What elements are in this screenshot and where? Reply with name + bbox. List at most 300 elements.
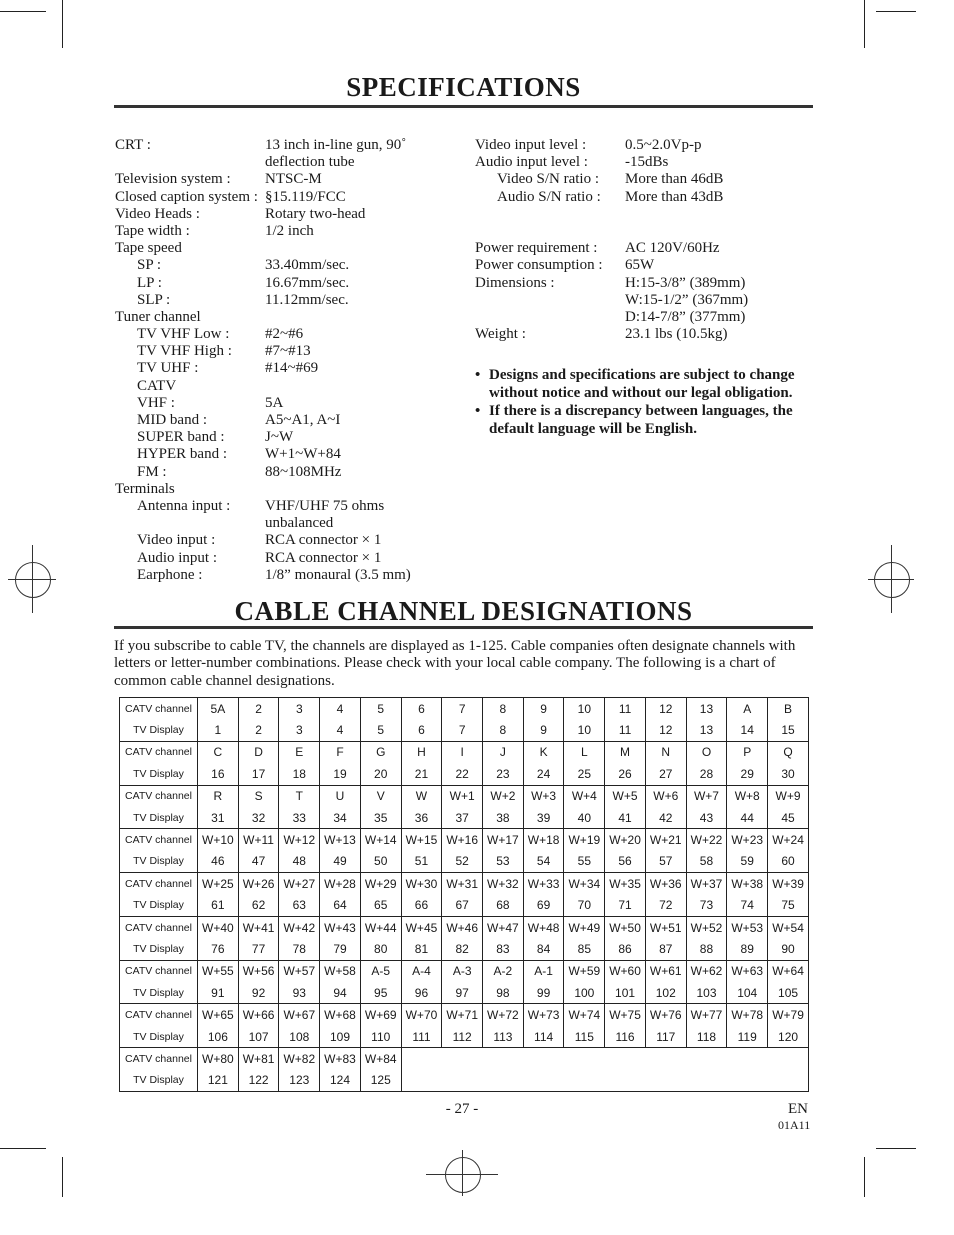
tv-display-cell: 48 [279,851,320,873]
tv-display-cell: 70 [564,895,605,917]
tv-display-cell: 97 [442,982,483,1004]
catv-channel-cell: W+78 [727,1004,768,1026]
tv-display-cell: 34 [320,807,361,829]
spec-value: 13 inch in-line gun, 90˚ [265,137,407,153]
tv-display-cell: 13 [686,719,727,741]
tv-display-cell: 42 [645,807,686,829]
catv-channel-cell: W+81 [238,1048,279,1070]
catv-channel-cell: W+40 [198,916,239,938]
spec-row [115,567,455,584]
tv-display-cell: 20 [360,763,401,785]
spec-row [115,446,455,463]
tv-display-cell: 112 [442,1026,483,1048]
spec-value: 33.40mm/sec. [265,257,350,274]
tv-display-cell: 96 [401,982,442,1004]
catv-channel-cell: D [238,741,279,763]
tv-display-cell: 46 [198,851,239,873]
spec-label: Tuner channel [115,308,201,325]
catv-channel-cell: 3 [279,698,320,720]
tv-display-cell: 67 [442,895,483,917]
spec-label: SUPER band : [137,429,225,446]
tv-display-cell: 28 [686,763,727,785]
tv-display-cell: 63 [279,895,320,917]
catv-channel-cell: W+18 [523,829,564,851]
tv-display-cell: 118 [686,1026,727,1048]
catv-channel-cell: W+31 [442,873,483,895]
spec-row [115,206,455,223]
spec-row [115,326,455,343]
tv-display-row [120,763,809,785]
catv-channel-cell: W+15 [401,829,442,851]
catv-channel-cell: W+53 [727,916,768,938]
tv-display-cell: 80 [360,938,401,960]
tv-display-cell: 79 [320,938,361,960]
catv-channel-cell: W+75 [605,1004,646,1026]
spec-value: #14~#69 [265,360,319,377]
tv-display-cell: 94 [320,982,361,1004]
catv-channel-cell: N [645,741,686,763]
catv-channel-cell: I [442,741,483,763]
tv-display-cell: 89 [727,938,768,960]
catv-channel-cell: J [483,741,524,763]
row-label: TV Display [120,1026,198,1048]
row-label: TV Display [120,895,198,917]
title-rule [114,105,813,108]
catv-channel-cell: W+71 [442,1004,483,1026]
tv-display-cell: 85 [564,938,605,960]
tv-display-cell: 95 [360,982,401,1004]
spec-value: W:15-1/2” (367mm) [625,291,749,308]
row-label: CATV channel [120,741,198,763]
catv-channel-cell: P [727,741,768,763]
tv-display-cell: 29 [727,763,768,785]
spec-value: Rotary two-head [265,205,366,222]
tv-display-cell: 106 [198,1026,239,1048]
catv-channel-cell: W+41 [238,916,279,938]
tv-display-row [120,851,809,873]
row-label: CATV channel [120,1048,198,1070]
tv-display-cell: 35 [360,807,401,829]
crop-mark [876,11,916,12]
spec-row [115,481,455,498]
spec-label: Video Heads : [115,205,200,222]
catv-channel-cell: W+72 [483,1004,524,1026]
tv-display-cell: 60 [768,851,809,873]
tv-display-cell: 15 [768,719,809,741]
spec-row [475,292,815,309]
spec-value: 1/2 inch [265,222,314,239]
spec-row [115,240,455,257]
catv-channel-cell: W+50 [605,916,646,938]
intro-paragraph: If you subscribe to cable TV, the channels are displayed as 1-125. Cable companies often designate channels with letters or letter-number combinations. Please check with your local cable company. The following is a chart of common cable channel designations. [114,638,796,689]
catv-channel-cell: W+38 [727,873,768,895]
tv-display-cell: 77 [238,938,279,960]
registration-mark [445,1157,481,1193]
catv-row [120,785,809,807]
catv-channel-cell: W+23 [727,829,768,851]
tv-display-cell: 45 [768,807,809,829]
tv-display-cell: 31 [198,807,239,829]
catv-channel-cell: W+7 [686,785,727,807]
spec-label: MID band : [137,412,207,428]
catv-channel-cell: E [279,741,320,763]
catv-channel-cell: W+2 [483,785,524,807]
catv-channel-cell: W+36 [645,873,686,895]
catv-channel-cell: W+47 [483,916,524,938]
spec-row [115,515,455,532]
tv-display-cell: 119 [727,1026,768,1048]
spec-value: W+1~W+84 [265,446,341,463]
spec-value: D:14-7/8” (377mm) [625,308,746,325]
spec-label: TV UHF : [137,360,199,377]
tv-display-cell: 124 [320,1070,361,1092]
tv-display-cell: 88 [686,938,727,960]
crop-mark [864,0,865,48]
row-label: CATV channel [120,829,198,851]
tv-display-cell: 76 [198,938,239,960]
tv-display-cell: 47 [238,851,279,873]
spec-value: J~W [265,429,294,446]
tv-display-cell: 87 [645,938,686,960]
spec-row [115,464,455,481]
tv-display-cell: 108 [279,1026,320,1048]
tv-display-cell: 39 [523,807,564,829]
catv-channel-cell: W+10 [198,829,239,851]
catv-channel-cell: W+13 [320,829,361,851]
tv-display-cell: 102 [645,982,686,1004]
catv-channel-cell: W+8 [727,785,768,807]
crop-mark [62,1157,63,1197]
tv-display-cell: 113 [483,1026,524,1048]
spec-value: 11.12mm/sec. [265,291,349,308]
spec-label: Tape speed [115,240,182,257]
spec-row [115,275,455,292]
spec-label: Video input : [137,532,216,549]
tv-display-cell: 116 [605,1026,646,1048]
tv-display-cell: 61 [198,895,239,917]
tv-display-cell: 32 [238,807,279,829]
tv-display-cell: 56 [605,851,646,873]
spec-value: 88~108MHz [265,463,342,480]
catv-channel-cell: W+12 [279,829,320,851]
spec-label: SP : [137,257,162,274]
tv-display-cell: 105 [768,982,809,1004]
spec-row [115,429,455,446]
row-label: TV Display [120,938,198,960]
catv-channel-cell: 8 [483,698,524,720]
tv-display-cell: 30 [768,763,809,785]
catv-channel-cell: W+45 [401,916,442,938]
tv-display-cell: 92 [238,982,279,1004]
tv-display-cell: 103 [686,982,727,1004]
spec-label: TV VHF High : [137,343,232,360]
catv-channel-cell: W+63 [727,960,768,982]
catv-channel-cell: W+39 [768,873,809,895]
tv-display-cell: 64 [320,895,361,917]
crop-mark [876,1148,916,1149]
catv-channel-cell: W+49 [564,916,605,938]
tv-display-cell: 117 [645,1026,686,1048]
spec-value: More than 46dB [625,171,724,188]
tv-display-cell: 59 [727,851,768,873]
crop-mark [864,1157,865,1197]
spec-value: NTSC-M [265,171,322,188]
channel-table [119,697,809,1092]
bullet-icon: • [475,403,481,419]
catv-channel-cell: 7 [442,698,483,720]
spec-value: H:15-3/8” (389mm) [625,274,746,291]
spec-value: #2~#6 [265,326,304,343]
row-label: CATV channel [120,1004,198,1026]
catv-channel-cell: W+60 [605,960,646,982]
tv-display-cell: 54 [523,851,564,873]
catv-channel-cell: W+19 [564,829,605,851]
row-label: CATV channel [120,873,198,895]
bullet-icon: • [475,367,481,383]
tv-display-cell: 17 [238,763,279,785]
tv-display-row [120,938,809,960]
catv-channel-cell: W+32 [483,873,524,895]
spec-label: FM : [137,463,167,480]
catv-channel-cell: A-1 [523,960,564,982]
catv-channel-cell: W+54 [768,916,809,938]
spec-label: CRT : [115,137,151,153]
catv-channel-cell: W+33 [523,873,564,895]
spec-label: TV VHF Low : [137,326,230,343]
empty-cell [401,1048,808,1092]
spec-value: RCA connector × 1 [265,549,382,566]
spec-row [115,360,455,377]
tv-display-cell: 120 [768,1026,809,1048]
tv-display-cell: 55 [564,851,605,873]
row-label: TV Display [120,807,198,829]
tv-display-cell: 82 [442,938,483,960]
row-label: CATV channel [120,785,198,807]
catv-channel-cell: W+21 [645,829,686,851]
catv-channel-cell: A [727,698,768,720]
spec-value: #7~#13 [265,343,311,360]
catv-channel-cell: W+6 [645,785,686,807]
spec-label: Earphone : [137,566,203,583]
spec-label: VHF : [137,394,175,411]
catv-channel-cell: W+65 [198,1004,239,1026]
catv-channel-cell: 4 [320,698,361,720]
spec-row [115,378,455,395]
catv-row [120,960,809,982]
row-label: CATV channel [120,960,198,982]
spec-value: More than 43dB [625,188,724,205]
note-item: • If there is a discrepancy between languages, the default language will be English. [475,403,793,437]
catv-channel-cell: 5 [360,698,401,720]
catv-channel-cell: W+69 [360,1004,401,1026]
tv-display-cell: 12 [645,719,686,741]
spec-value: 16.67mm/sec. [265,274,350,291]
catv-channel-cell: W+46 [442,916,483,938]
spec-row [475,240,815,257]
catv-channel-cell: 9 [523,698,564,720]
spec-row [475,206,815,223]
spec-row [115,550,455,567]
catv-channel-cell: W+51 [645,916,686,938]
tv-display-cell: 69 [523,895,564,917]
tv-display-cell: 25 [564,763,605,785]
catv-channel-cell: W+62 [686,960,727,982]
tv-display-cell: 65 [360,895,401,917]
catv-channel-cell: 5A [198,698,239,720]
catv-channel-cell: W+1 [442,785,483,807]
spec-row [115,532,455,549]
tv-display-cell: 36 [401,807,442,829]
tv-display-cell: 58 [686,851,727,873]
catv-channel-cell: W+66 [238,1004,279,1026]
catv-channel-cell: F [320,741,361,763]
spec-label: Television system : [115,171,231,188]
section-rule [114,626,813,629]
catv-channel-cell: W+56 [238,960,279,982]
tv-display-cell: 68 [483,895,524,917]
spec-value: 1/8” monaural (3.5 mm) [265,566,411,583]
catv-channel-cell: W+5 [605,785,646,807]
tv-display-cell: 123 [279,1070,320,1092]
document-code: 01A11 [778,1118,811,1132]
catv-channel-cell: 13 [686,698,727,720]
catv-channel-cell: W+42 [279,916,320,938]
tv-display-cell: 83 [483,938,524,960]
catv-channel-cell: A-4 [401,960,442,982]
catv-channel-cell: W+58 [320,960,361,982]
catv-row [120,1004,809,1026]
catv-channel-cell: W+43 [320,916,361,938]
tv-display-cell: 44 [727,807,768,829]
catv-channel-cell: 12 [645,698,686,720]
catv-channel-cell: W+64 [768,960,809,982]
tv-display-cell: 110 [360,1026,401,1048]
tv-display-cell: 74 [727,895,768,917]
catv-channel-cell: W+11 [238,829,279,851]
catv-channel-cell: W+29 [360,873,401,895]
tv-display-cell: 7 [442,719,483,741]
catv-channel-cell: O [686,741,727,763]
catv-channel-cell: U [320,785,361,807]
tv-display-cell: 49 [320,851,361,873]
catv-channel-cell: W+26 [238,873,279,895]
tv-display-cell: 78 [279,938,320,960]
row-label: TV Display [120,763,198,785]
tv-display-cell: 6 [401,719,442,741]
catv-channel-cell: A-3 [442,960,483,982]
tv-display-cell: 16 [198,763,239,785]
spec-row [115,257,455,274]
spec-value: RCA connector × 1 [265,532,382,549]
row-label: TV Display [120,719,198,741]
spec-row [115,223,455,240]
catv-channel-cell: W+48 [523,916,564,938]
spec-row [475,154,815,171]
catv-channel-cell: C [198,741,239,763]
tv-display-cell: 8 [483,719,524,741]
spec-label: Audio input level : [475,154,588,171]
tv-display-cell: 73 [686,895,727,917]
catv-row [120,1048,809,1070]
spec-value: §15.119/FCC [265,188,346,205]
spec-row [115,171,455,188]
tv-display-cell: 9 [523,719,564,741]
catv-row [120,741,809,763]
catv-channel-cell: W+22 [686,829,727,851]
catv-channel-cell: A-5 [360,960,401,982]
catv-channel-cell: W+9 [768,785,809,807]
registration-mark [874,562,910,598]
tv-display-cell: 121 [198,1070,239,1092]
spec-row [115,154,455,171]
catv-channel-cell: G [360,741,401,763]
tv-display-cell: 24 [523,763,564,785]
catv-channel-cell: W+82 [279,1048,320,1070]
tv-display-cell: 53 [483,851,524,873]
catv-channel-cell: R [198,785,239,807]
tv-display-cell: 14 [727,719,768,741]
spec-value: A5~A1, A~I [265,412,341,428]
tv-display-cell: 104 [727,982,768,1004]
tv-display-cell: 114 [523,1026,564,1048]
tv-display-cell: 109 [320,1026,361,1048]
catv-channel-cell: W+24 [768,829,809,851]
tv-display-cell: 51 [401,851,442,873]
catv-channel-cell: T [279,785,320,807]
catv-channel-cell: W+61 [645,960,686,982]
tv-display-cell: 5 [360,719,401,741]
catv-row [120,698,809,720]
spec-label: Dimensions : [475,274,555,291]
catv-channel-cell: K [523,741,564,763]
tv-display-cell: 19 [320,763,361,785]
tv-display-cell: 62 [238,895,279,917]
tv-display-cell: 122 [238,1070,279,1092]
notes-list [475,367,815,439]
catv-channel-cell: W+28 [320,873,361,895]
spec-list-left [115,137,455,584]
catv-channel-cell: W+73 [523,1004,564,1026]
row-label: CATV channel [120,698,198,720]
tv-display-cell: 50 [360,851,401,873]
tv-display-cell: 93 [279,982,320,1004]
spec-value: 65W [625,257,655,274]
row-label: CATV channel [120,916,198,938]
spec-label: Closed caption system : [115,188,258,205]
tv-display-cell: 57 [645,851,686,873]
catv-row [120,916,809,938]
note-item: • Designs and specifications are subject to change without notice and without our legal obligation. [475,367,795,401]
catv-channel-cell: W+79 [768,1004,809,1026]
catv-channel-cell: W+83 [320,1048,361,1070]
tv-display-cell: 23 [483,763,524,785]
catv-channel-cell: V [360,785,401,807]
catv-channel-cell: 11 [605,698,646,720]
crop-mark [62,0,63,48]
tv-display-row [120,807,809,829]
spec-row [115,189,455,206]
spec-row [475,223,815,240]
spec-label: Audio S/N ratio : [497,188,601,205]
catv-channel-cell: W [401,785,442,807]
spec-row [475,137,815,154]
spec-row [115,292,455,309]
tv-display-cell: 10 [564,719,605,741]
spec-label: CATV [137,377,177,394]
catv-channel-cell: W+30 [401,873,442,895]
tv-display-cell: 52 [442,851,483,873]
tv-display-cell: 66 [401,895,442,917]
